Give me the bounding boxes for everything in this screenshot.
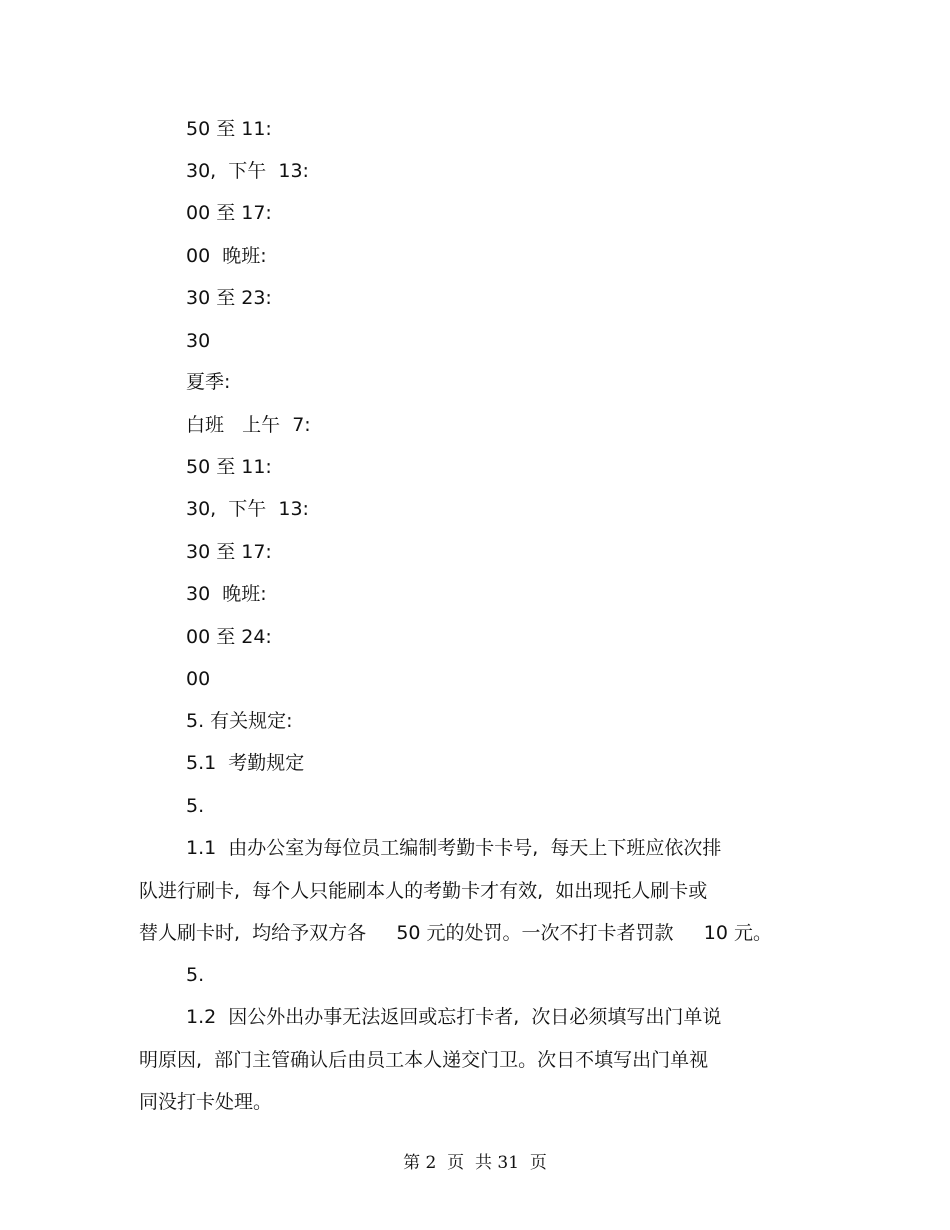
text-line: 30 晚班: — [186, 583, 267, 605]
paragraph-line: 替人刷卡时, 均给予双方各 50 元的处罚。一次不打卡者罚款 10 元。 — [139, 922, 772, 944]
text-line: 白班 上午 7: — [186, 414, 311, 436]
subsection-heading: 5.1 考勤规定 — [186, 752, 305, 774]
text-line: 30 至 23: — [186, 287, 272, 309]
paragraph-line: 同没打卡处理。 — [139, 1091, 273, 1113]
text-line: 30 至 17: — [186, 541, 272, 563]
text-line: 50 至 11: — [186, 118, 272, 140]
paragraph-line: 队进行刷卡, 每个人只能刷本人的考勤卡才有效, 如出现托人刷卡或 — [139, 880, 708, 902]
text-line: 30, 下午 13: — [186, 160, 309, 182]
text-line: 00 晚班: — [186, 245, 267, 267]
text-line: 00 — [186, 668, 211, 690]
text-line: 30 — [186, 330, 211, 352]
page-number-footer: 第 2 页 共 31 页 — [403, 1153, 547, 1173]
text-line: 30, 下午 13: — [186, 498, 309, 520]
section-heading: 5. 有关规定: — [186, 710, 293, 732]
paragraph-line: 1.2 因公外出办事无法返回或忘打卡者, 次日必须填写出门单说 — [186, 1006, 722, 1028]
text-line: 00 至 24: — [186, 626, 272, 648]
paragraph-line: 明原因, 部门主管确认后由员工本人递交门卫。次日不填写出门单视 — [139, 1049, 709, 1071]
text-line: 5. — [186, 964, 205, 986]
paragraph-line: 1.1 由办公室为每位员工编制考勤卡卡号, 每天上下班应依次排 — [186, 837, 722, 859]
text-line: 5. — [186, 795, 205, 817]
text-line: 50 至 11: — [186, 456, 272, 478]
text-line: 00 至 17: — [186, 202, 272, 224]
text-line: 夏季: — [186, 371, 231, 393]
